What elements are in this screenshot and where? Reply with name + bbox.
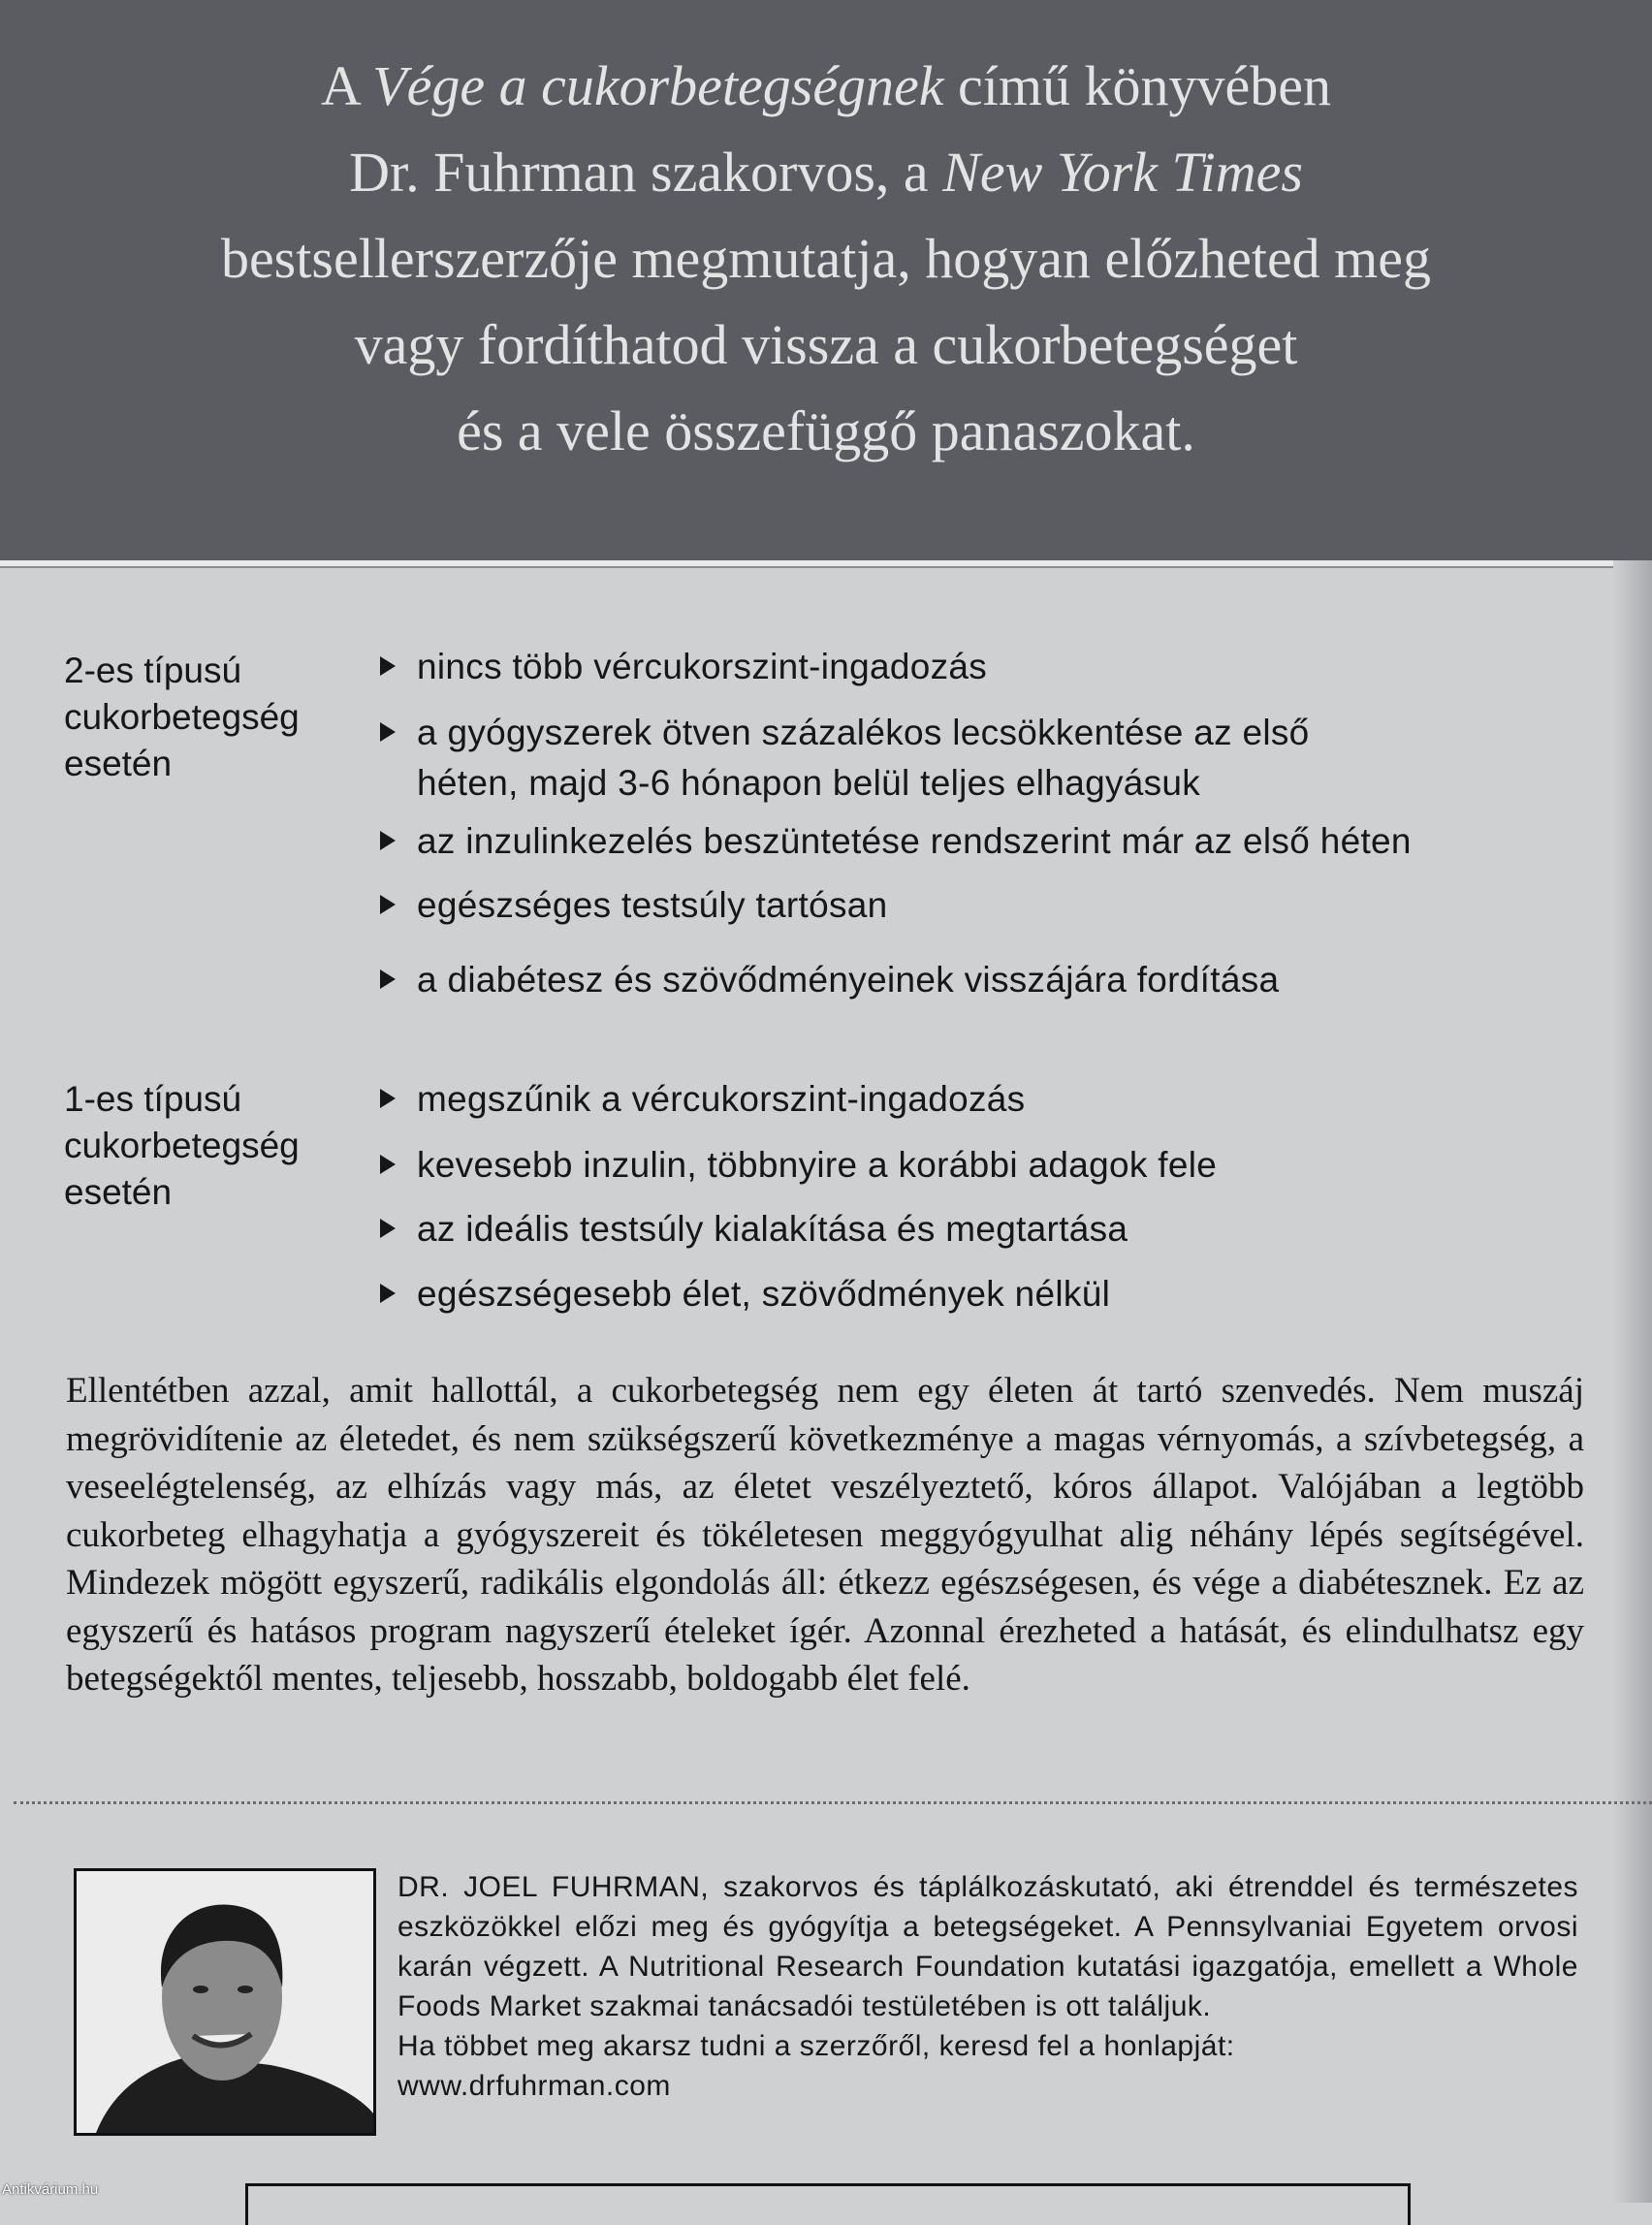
author-bio bbox=[397, 1867, 1578, 2106]
triangle-bullet-icon bbox=[380, 1155, 396, 1174]
label-line: 1-es típusú bbox=[64, 1079, 242, 1119]
triangle-bullet-icon bbox=[380, 895, 396, 914]
list-item bbox=[380, 1074, 1025, 1125]
newspaper-name: New York Times bbox=[942, 141, 1303, 204]
type2-label bbox=[64, 648, 355, 787]
book-title: Vége a cukorbetegségnek bbox=[372, 54, 944, 117]
dotted-divider bbox=[14, 1801, 1652, 1804]
headline-text: bestsellerszerzője megmutatja, hogyan előzheted meg bbox=[220, 227, 1432, 290]
list-item bbox=[380, 1269, 1110, 1319]
item-text: az ideális testsúly kialakítása és megtartása bbox=[417, 1209, 1128, 1249]
label-line: cukorbetegség bbox=[64, 1126, 300, 1165]
header-divider bbox=[0, 560, 1652, 568]
list-item-continuation bbox=[380, 758, 1200, 809]
item-text: a gyógyszerek ötven százalékos lecsökkentése az első bbox=[417, 713, 1310, 752]
author-portrait-icon bbox=[77, 1871, 373, 2133]
headline-text: Dr. Fuhrman szakorvos, a bbox=[349, 141, 943, 204]
item-text: egészségesebb élet, szövődmények nélkül bbox=[417, 1274, 1111, 1314]
bottom-box bbox=[245, 2183, 1411, 2225]
list-item bbox=[380, 816, 1412, 867]
list-item bbox=[380, 708, 1310, 758]
item-text: kevesebb inzulin, többnyire a korábbi adagok fele bbox=[417, 1145, 1218, 1185]
list-item bbox=[380, 1204, 1128, 1255]
bio-text: DR. JOEL FUHRMAN, szakorvos és táplálkozáskutató, aki étrenddel és természetes eszközökkel előzi meg és gyógyítja a betegségeket. A Pennsylvaniai Egyetem orvosi karán végzett. A Nutritional Research Foundation kutatási igazgatója, emellett a Whole Foods Market szakmai tanácsadói testületében is ott találjuk. bbox=[397, 1871, 1578, 2022]
headline-text: A bbox=[320, 54, 373, 117]
watermark: Antikvárium.hu bbox=[2, 2181, 99, 2198]
list-item bbox=[380, 955, 1279, 1005]
headline-text: vagy fordíthatod vissza a cukorbetegséget bbox=[354, 313, 1298, 376]
label-line: cukorbetegség bbox=[64, 697, 300, 737]
label-line: esetén bbox=[64, 744, 173, 783]
item-text: egészséges testsúly tartósan bbox=[417, 885, 888, 925]
triangle-bullet-icon bbox=[380, 1219, 396, 1238]
headline-text: és a vele összefüggő panaszokat. bbox=[457, 399, 1195, 462]
triangle-bullet-icon bbox=[380, 656, 396, 676]
item-text: az inzulinkezelés beszüntetése rendszerint már az első héten bbox=[417, 821, 1412, 861]
triangle-bullet-icon bbox=[380, 831, 396, 850]
label-line: esetén bbox=[64, 1172, 173, 1212]
author-website-link[interactable]: www.drfuhrman.com bbox=[397, 2070, 671, 2102]
website-prompt: Ha többet meg akarsz tudni a szerzőről, keresd fel a honlapját: bbox=[397, 2030, 1235, 2062]
description-paragraph: Ellentétben azzal, amit hallottál, a cukorbetegség nem egy életen át tartó szenvedés. Nem muszáj megrövidítenie az életedet, és nem szükségszerű következménye a magas vérnyomás, a szívbetegség, a veseelégtelenség, az elhízás vagy más, az életet veszélyeztető, kóros állapot. Valójában a legtöbb cukorbeteg elhagyhatja a gyógyszereit és tökéletesen meggyógyulhat alig néhány lépés segítségével. Mindezek mögött egyszerű, radikális elgondolás áll: étkezz egészségesen, és vége a diabétesznek. Ez az egyszerű és hatásos program nagyszerű ételeket ígér. Azonnal érezheted a hatását, és elindulhatsz egy betegségektől mentes, teljesebb, hosszabb, boldogabb élet felé. bbox=[66, 1371, 1584, 1699]
label-line: 2-es típusú bbox=[64, 651, 242, 690]
headline-text: című könyvében bbox=[943, 54, 1332, 117]
list-item bbox=[380, 880, 888, 931]
triangle-bullet-icon bbox=[380, 1089, 396, 1108]
author-photo bbox=[74, 1868, 376, 2136]
item-text: megszűnik a vércukorszint-ingadozás bbox=[417, 1079, 1026, 1119]
triangle-bullet-icon bbox=[380, 1284, 396, 1303]
triangle-bullet-icon bbox=[380, 969, 396, 989]
triangle-bullet-icon bbox=[380, 722, 396, 742]
item-text: a diabétesz és szövődményeinek visszájára fordítása bbox=[417, 960, 1280, 1000]
list-item bbox=[380, 642, 987, 692]
headline bbox=[58, 43, 1594, 474]
list-item bbox=[380, 1140, 1217, 1191]
type1-label bbox=[64, 1076, 355, 1216]
page-edge-shadow bbox=[1613, 560, 1652, 2203]
item-text: nincs több vércukorszint-ingadozás bbox=[417, 647, 988, 686]
item-text: héten, majd 3-6 hónapon belül teljes elhagyásuk bbox=[417, 763, 1201, 803]
